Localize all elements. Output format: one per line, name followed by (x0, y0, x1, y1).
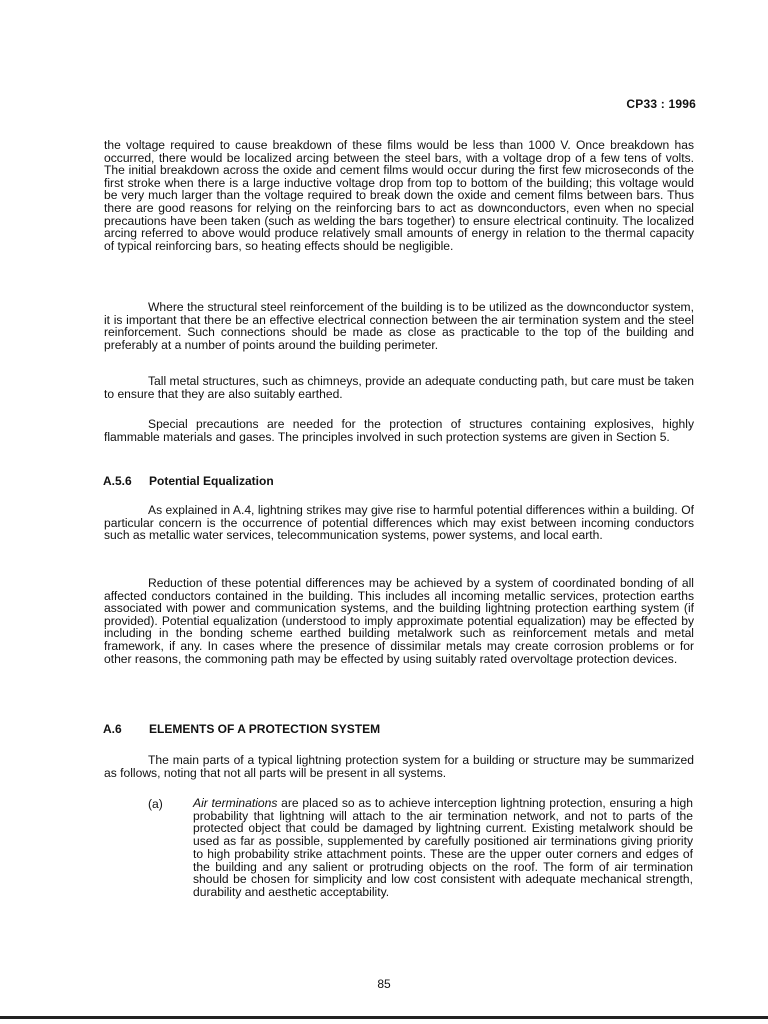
section-title: Potential Equalization (149, 474, 274, 488)
section-number: A.6 (103, 722, 122, 736)
section-heading-a6 (103, 722, 380, 736)
item-body-text: are placed so as to achieve interception lightning protection, ensuring a high probability that lightning will attach to the air termination network, and not to parts of the protected object that could be damaged by lightning current. Existing metalwork should be used as far as possible, supplemented by carefully positioned air terminations giving priority to high probability strike attachment points. These are the upper outer corners and edges of the building and any salient or protruding objects on the roof. The form of air termination should be chosen for simplicity and low cost consistent with adequate mechanical strength, durability and aesthetic acceptability. (193, 796, 694, 899)
section-number: A.5.6 (103, 474, 132, 488)
paragraph-structural-steel: Where the structural steel reinforcement of the building is to be utilized as the downconductor system, it is important that there be an effective electrical connection between the air termination system and the steel reinforcement. Such connections should be made as close as practicable to the top of the building and preferably at a number of points around the building perimeter. (104, 300, 694, 352)
section-title: ELEMENTS OF A PROTECTION SYSTEM (149, 722, 381, 736)
bottom-rule (0, 1016, 768, 1019)
list-item-label: (a) (148, 797, 163, 811)
paragraph-reinforcing-bars: the voltage required to cause breakdown of these films would be less than 1000 V. Once breakdown has occurred, there would be localized arcing between the steel bars, with a voltage drop of a few tens of volts. The initial breakdown across the oxide and cement films would occur during the first few microseconds of the first stroke when there is a large inductive voltage drop from top to bottom of the building; this voltage would be very much larger than the voltage required to break down the oxide and cement films between bars. Thus there are good reasons for relying on the reinforcing bars to act as downconductors, even when no special precautions have been taken (such as welding the bars together) to ensure electrical continuity. The localized arcing referred to above would produce relatively small amounts of energy in relation to the thermal capacity of typical reinforcing bars, so heating effects should be negligible. (104, 138, 694, 253)
paragraph-special-precautions: Special precautions are needed for the protection of structures containing explosives, highly flammable materials and gases. The principles involved in such protection systems are given in Section 5. (104, 417, 694, 444)
section-heading-a56 (103, 474, 274, 488)
paragraph-potential-differences: As explained in A.4, lightning strikes may give rise to harmful potential differences within a building. Of particular concern is the occurrence of potential differences which may exist between incoming conductors such as metallic water services, telecommunication systems, power systems, and local earth. (104, 503, 694, 543)
page-number: 85 (377, 977, 391, 991)
document-code: CP33 : 1996 (626, 97, 696, 111)
term-air-terminations: Air terminations (193, 796, 278, 810)
paragraph-main-parts: The main parts of a typical lightning protection system for a building or structure may be summarized as follows, noting that not all parts will be present in all systems. (104, 753, 694, 780)
paragraph-tall-structures: Tall metal structures, such as chimneys, provide an adequate conducting path, but care must be taken to ensure that they are also suitably earthed. (104, 374, 694, 401)
list-item-air-terminations (193, 797, 693, 899)
paragraph-coordinated-bonding: Reduction of these potential differences may be achieved by a system of coordinated bonding of all affected conductors contained in the building. This includes all incoming metallic services, protection earths associated with power and communication systems, and the building lightning protection earthing system (if provided). Potential equalization (understood to imply approximate potential equalization) may be effected by including in the bonding scheme earthed building metalwork such as reinforcement metals and metal framework, if any. In cases where the presence of dissimilar metals may create corrosion problems or for other reasons, the commoning path may be effected by using suitably rated overvoltage protection devices. (104, 576, 694, 666)
